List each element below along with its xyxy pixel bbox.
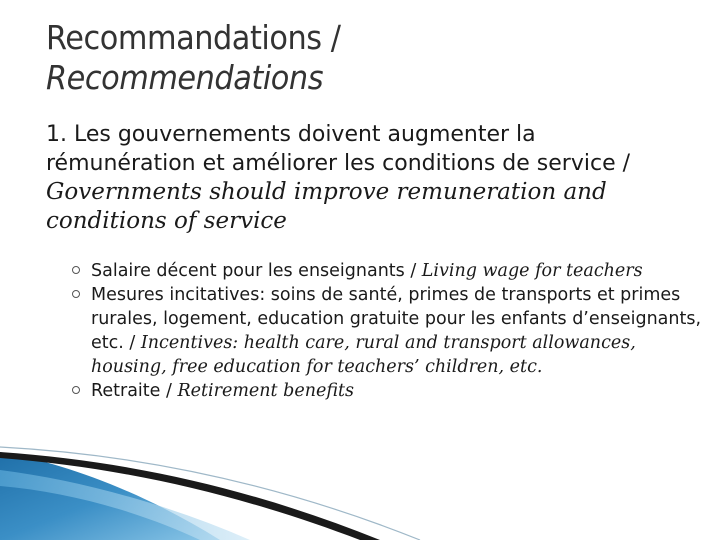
corner-wave-highlight bbox=[0, 470, 250, 540]
title-french: Recommandations / bbox=[46, 18, 341, 57]
main-point bbox=[46, 120, 686, 236]
bullet-item bbox=[72, 379, 712, 403]
bullet-item bbox=[72, 283, 712, 379]
bullet-list bbox=[72, 259, 712, 403]
bullet-circle-icon bbox=[72, 290, 80, 298]
bullet-french: Mesures incitatives: soins de santé, primes de transports et primes rurales, logement, education gratuite pour les enfants d’enseignants, etc. / bbox=[91, 285, 702, 353]
main-point-english: Governments should improve remuneration and conditions of service bbox=[46, 179, 607, 234]
title-english: Recommendations bbox=[46, 58, 324, 97]
bullet-english: Incentives: health care, rural and transport allowances, housing, free education for teachers’ children, etc. bbox=[91, 333, 636, 377]
bullet-french: Retraite / bbox=[91, 381, 178, 401]
corner-sweep-line bbox=[0, 452, 380, 540]
bullet-french: Salaire décent pour les enseignants / bbox=[91, 261, 422, 281]
bullet-english: Retirement benefits bbox=[177, 381, 355, 401]
bullet-circle-icon bbox=[72, 386, 80, 394]
corner-wave-shape bbox=[0, 452, 220, 540]
bullet-english: Living wage for teachers bbox=[421, 261, 643, 281]
bullet-item bbox=[72, 259, 712, 283]
bullet-circle-icon bbox=[72, 266, 80, 274]
main-point-french: 1. Les gouvernements doivent augmenter la rémunération et améliorer les conditions de service / bbox=[46, 122, 631, 176]
corner-thin-line bbox=[0, 447, 420, 540]
slide-title bbox=[46, 18, 686, 98]
